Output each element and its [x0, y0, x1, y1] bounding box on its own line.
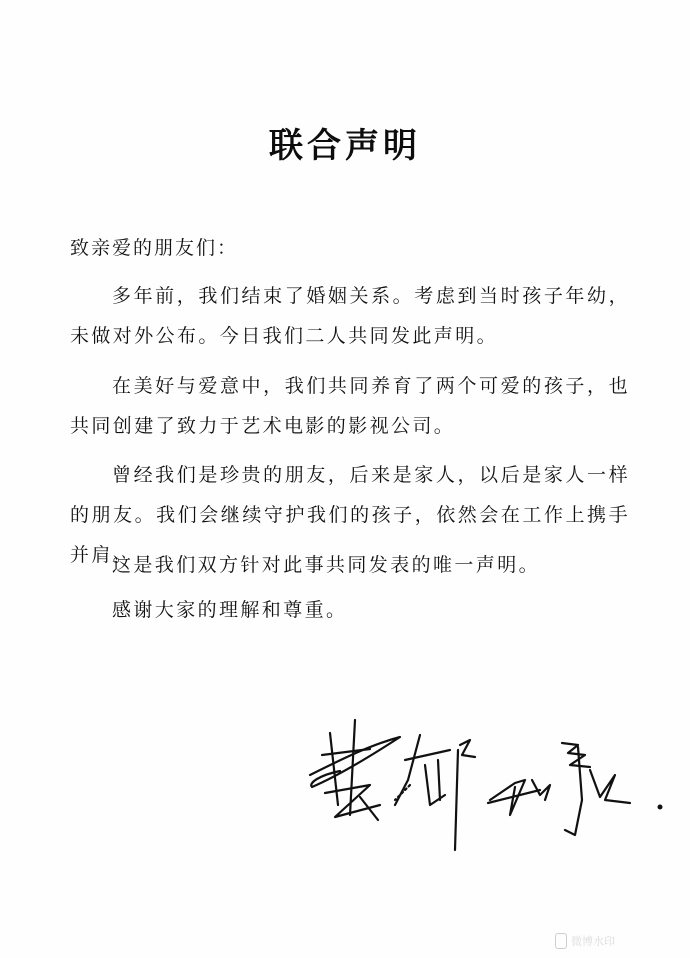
handwritten-signature	[300, 705, 670, 855]
paragraph-3: 曾经我们是珍贵的朋友，后来是家人，以后是家人一样的朋友。我们会继续守护我们的孩子，依然会在工作上携手并肩。	[70, 464, 630, 566]
signature-first	[310, 720, 475, 850]
signature-second	[488, 743, 661, 835]
weibo-logo-icon	[555, 933, 567, 949]
paragraph-4: 这是我们双方针对此事共同发表的唯一声明。	[112, 554, 541, 576]
watermark-text: 微博水印	[571, 935, 615, 948]
paragraph-2: 在美好与爱意中，我们共同养育了两个可爱的孩子，也共同创建了致力于艺术电影的影视公司。	[70, 375, 630, 437]
paragraph-5: 感谢大家的理解和尊重。	[112, 599, 348, 621]
paragraph-1: 多年前，我们结束了婚姻关系。考虑到当时孩子年幼，未做对外公布。今日我们二人共同发此声明。	[70, 285, 630, 347]
document-title: 联合声明	[269, 126, 421, 166]
watermark	[555, 930, 685, 952]
salutation: 致亲爱的朋友们：	[70, 237, 239, 259]
